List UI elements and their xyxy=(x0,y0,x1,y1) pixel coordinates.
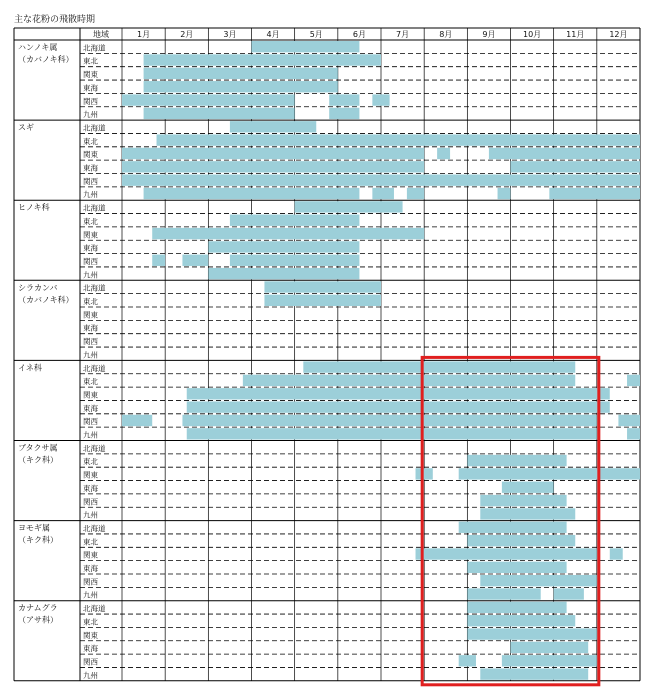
pollen-bar xyxy=(416,548,597,559)
region-label: 東海 xyxy=(83,483,98,493)
pollen-bar xyxy=(502,482,554,493)
pollen-bar xyxy=(459,655,476,666)
month-label: 1月 xyxy=(137,30,151,39)
region-label: 関東 xyxy=(83,390,98,400)
region-label: 関西 xyxy=(83,96,98,106)
pollen-bar xyxy=(416,468,433,479)
group-name: （アサ科） xyxy=(18,615,58,625)
region-label: 東海 xyxy=(83,83,98,93)
pollen-bar xyxy=(498,188,511,199)
region-label: 九州 xyxy=(83,430,98,440)
pollen-bar xyxy=(618,415,640,426)
pollen-bar xyxy=(437,148,450,159)
region-label: 東北 xyxy=(83,537,98,547)
pollen-bar xyxy=(264,295,381,306)
region-label: 東海 xyxy=(83,163,98,173)
region-label: 関東 xyxy=(83,550,98,560)
pollen-bar xyxy=(122,415,152,426)
pollen-bar xyxy=(187,428,597,439)
pollen-bar xyxy=(122,161,424,172)
month-label: 4月 xyxy=(266,30,280,39)
pollen-bar xyxy=(480,495,566,506)
pollen-bar xyxy=(230,255,360,266)
pollen-bar xyxy=(122,148,424,159)
group-name: イネ科 xyxy=(18,363,42,373)
group-name: シラカンバ xyxy=(18,283,58,293)
group-name: ヒノキ科 xyxy=(18,203,50,213)
region-label: 九州 xyxy=(83,110,98,120)
group-name: スギ xyxy=(18,123,34,133)
pollen-bar xyxy=(144,188,360,199)
region-label: 北海道 xyxy=(83,283,106,293)
pollen-bar xyxy=(372,188,394,199)
pollen-bar xyxy=(152,255,165,266)
region-label: 九州 xyxy=(83,510,98,520)
month-label: 7月 xyxy=(396,30,410,39)
region-label: 九州 xyxy=(83,350,98,360)
pollen-bar xyxy=(372,94,389,105)
pollen-bar xyxy=(459,468,640,479)
pollen-bar xyxy=(549,188,640,199)
region-label: 東海 xyxy=(83,243,98,253)
region-label: 東北 xyxy=(83,56,98,66)
pollen-bar xyxy=(467,562,566,573)
pollen-bar xyxy=(467,615,575,626)
pollen-bar xyxy=(182,415,596,426)
region-label: 関西 xyxy=(83,176,98,186)
pollen-bar xyxy=(252,41,360,52)
pollen-bar xyxy=(467,628,597,639)
pollen-bar xyxy=(295,201,403,212)
group-name: カナムグラ xyxy=(18,603,58,613)
pollen-bar xyxy=(144,68,338,79)
month-label: 2月 xyxy=(180,30,194,39)
pollen-bar xyxy=(610,548,623,559)
region-label: 東海 xyxy=(83,644,98,654)
pollen-bar xyxy=(264,281,381,292)
region-label: 関東 xyxy=(83,70,98,80)
region-header: 地域 xyxy=(93,30,109,39)
region-label: 関東 xyxy=(83,630,98,640)
pollen-bar xyxy=(144,108,295,119)
region-label: 関西 xyxy=(83,337,98,347)
region-label: 東北 xyxy=(83,216,98,226)
region-label: 関西 xyxy=(83,657,98,667)
pollen-bar xyxy=(122,175,640,186)
region-label: 東北 xyxy=(83,377,98,387)
pollen-bar xyxy=(554,588,584,599)
pollen-bar xyxy=(627,375,640,386)
region-label: 東北 xyxy=(83,136,98,146)
pollen-bar xyxy=(511,161,641,172)
region-label: 東北 xyxy=(83,617,98,627)
pollen-bar xyxy=(627,428,640,439)
month-label: 10月 xyxy=(522,30,542,39)
group-name: （カバノキ科） xyxy=(18,55,74,64)
region-label: 関西 xyxy=(83,577,98,587)
pollen-bar xyxy=(407,188,424,199)
region-label: 関西 xyxy=(83,417,98,427)
pollen-bar xyxy=(144,81,338,92)
pollen-bar xyxy=(144,54,381,65)
pollen-bar xyxy=(459,522,567,533)
region-label: 関東 xyxy=(83,310,98,320)
region-label: 関西 xyxy=(83,497,98,507)
pollen-bar xyxy=(502,655,597,666)
chart-title: 主な花粉の飛散時期 xyxy=(14,15,96,25)
group-name: （キク科） xyxy=(18,535,58,545)
region-label: 東海 xyxy=(83,564,98,573)
month-label: 8月 xyxy=(439,30,453,39)
region-label: 東海 xyxy=(83,323,98,333)
pollen-bar xyxy=(467,535,575,546)
region-label: 東海 xyxy=(83,403,98,413)
region-label: 北海道 xyxy=(83,203,106,213)
pollen-bar xyxy=(208,241,359,252)
pollen-bar xyxy=(511,642,589,653)
region-label: 関東 xyxy=(83,470,98,480)
region-label: 北海道 xyxy=(83,43,106,53)
pollen-bar xyxy=(329,94,359,105)
region-label: 関東 xyxy=(83,230,98,240)
group-name: ハンノキ属 xyxy=(18,43,58,52)
group-name: ブタクサ属 xyxy=(18,443,58,453)
region-label: 東北 xyxy=(83,297,98,306)
pollen-bar xyxy=(489,148,640,159)
region-label: 関西 xyxy=(83,256,98,266)
pollen-bar xyxy=(467,455,566,466)
month-label: 11月 xyxy=(566,30,585,39)
pollen-bar xyxy=(122,94,295,105)
region-label: 北海道 xyxy=(83,363,106,373)
pollen-bar xyxy=(152,228,424,239)
month-label: 6月 xyxy=(352,30,366,39)
pollen-bar xyxy=(208,268,359,279)
pollen-bar xyxy=(329,108,359,119)
region-label: 九州 xyxy=(83,670,98,680)
pollen-bar xyxy=(230,121,316,132)
pollen-bar xyxy=(182,255,208,266)
region-label: 九州 xyxy=(83,270,98,280)
region-label: 北海道 xyxy=(83,604,106,614)
region-label: 東北 xyxy=(83,457,98,467)
month-label: 3月 xyxy=(223,30,237,39)
group-name: ヨモギ属 xyxy=(18,523,50,533)
group-name: （キク科） xyxy=(18,455,58,465)
region-label: 北海道 xyxy=(83,443,106,453)
pollen-bar xyxy=(480,575,597,586)
region-label: 九州 xyxy=(83,590,98,600)
pollen-bar xyxy=(480,668,588,679)
region-label: 関東 xyxy=(83,150,98,160)
pollen-bar xyxy=(480,508,575,519)
pollen-bar xyxy=(467,602,566,613)
month-label: 5月 xyxy=(309,30,323,39)
month-label: 12月 xyxy=(609,30,628,39)
pollen-bar xyxy=(467,588,540,599)
group-name: （カバノキ科） xyxy=(18,295,74,305)
region-label: 北海道 xyxy=(83,123,106,133)
region-label: 北海道 xyxy=(83,523,106,533)
region-label: 九州 xyxy=(83,190,98,200)
pollen-bar xyxy=(303,361,575,372)
pollen-bar xyxy=(243,375,575,386)
pollen-bar xyxy=(187,401,610,412)
month-label: 9月 xyxy=(482,30,496,39)
pollen-bar xyxy=(157,134,640,145)
pollen-bar xyxy=(187,388,610,399)
pollen-bar xyxy=(230,215,360,226)
